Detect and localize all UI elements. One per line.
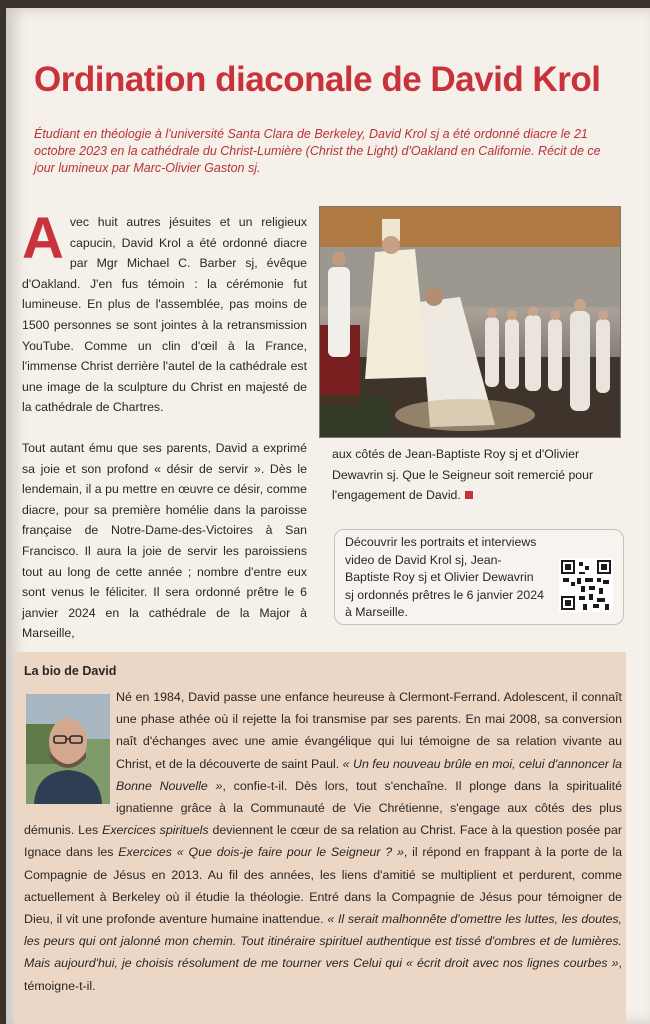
bio-box (14, 652, 626, 1024)
bio-text (24, 686, 622, 997)
bio-segment-7: , il répond en frappant à la porte de la Compagnie de Jésus en 2013. Au fil des années, les liens d'amitié se multiplient et perdurent, comme actuellement à Berkeley où il étudie la théologie. Entré dans la Compagnie de Jésus pour témoigner de Dieu, il vit une profonde aventure humaine inattendue. (24, 845, 622, 927)
bio-quote-1: « Un feu nouveau brûle en moi, celui d'annoncer la Bonne Nouvelle » (116, 756, 622, 793)
promo-text: Découvrir les portraits et interviews video de David Krol sj, Jean-Baptiste Roy sj et Olivier Dewavrin sj ordonnés prêtres le 6 janvier 2024 à Marseille. (345, 535, 544, 620)
bio-quote-2: Exercices « Que dois-je faire pour le Seigneur ? » (118, 845, 404, 860)
article-lead: Étudiant en théologie à l'université Santa Clara de Berkeley, David Krol sj a été ordonné diacre le 21 octobre 2023 en la cathédrale du Christ-Lumière (Christ the Light) d'Oakland en Californie. Récit de ce jour lumineux par Marc-Olivier Gaston sj. (34, 127, 601, 175)
bio-segment-3: , confie-t-il. Dès lors, tout s'enchaîne. Il plonge dans la spiritualité ignatienne grâce à la Communauté de Vie Chrétienne, s'engage aux côtés des plus démunis. Les (24, 778, 622, 838)
bio-quote-3: « Il serait malhonnête d'omettre les luttes, les doutes, les peurs qui ont jalonné mon chemin. Tout itinéraire spirituel authentique est tissé d'ombres et de lumières. Mais aujourd'hui, je choisis résolument de me tourner vers Celui qui « écrit droit avec nos lignes courbes » (24, 912, 622, 971)
paragraph-2: Tout autant ému que ses parents, David a exprimé sa joie et son profond « désir de servir ». Dès le lendemain, il a pu mettre en œuvre ce désir, comme diacre, pour sa première homélie dans la paroisse française de Notre-Dame-des-Victoires à San Francisco. Il aura la joie de servir les paroissiens tout au long de cette année ; nombre d'entre eux sont venus le féliciter. Il sera ordonné prêtre le 6 janvier 2024 en la cathédrale de la Major à Marseille, (22, 440, 307, 641)
bio-exercices: Exercices spirituels (102, 823, 209, 838)
paragraph-1 (22, 206, 307, 418)
paragraph-1-text: vec huit autres jésuites et un religieux capucin, David Krol a été ordonné diacre par Mgr Michael C. Barber sj, évêque d'Oakland. J'en fus témoin : la cérémonie fut lumineuse. En plus de l'assemblée, pas moins de 1500 personnes se sont jointes à la retransmission YouTube. Comme un clin d'œil à la France, l'immense Christ derrière l'autel de la cathédrale est une image de la sculpture du Christ en majesté de la cathédrale de Chartres. (22, 215, 307, 415)
article-column-left (22, 206, 307, 664)
bio-segment-5: deviennent le cœur de sa relation au Christ. Face à la question posée par Ignace dans les (24, 823, 623, 860)
ordination-photo (319, 206, 621, 438)
bio-segment-1: Né en 1984, David passe une enfance heureuse à Clermont-Ferrand. Adolescent, il connaît une phase athée où il rejette la foi transmise par ses parents. En mai 2008, sa conversion naît d'échanges avec une amie évangélique qui lui témoigne de sa relation vivante au Christ, et de la découverte de saint Paul. (116, 690, 622, 771)
article-title: Ordination diaconale de David Krol (34, 60, 601, 99)
end-of-article-mark (465, 491, 473, 499)
drop-cap: A (22, 206, 64, 271)
bio-segment-9: , témoigne-t-il. (24, 956, 622, 993)
video-promo-box (334, 529, 624, 625)
article-column-right (332, 444, 624, 506)
bio-heading: La bio de David (24, 664, 117, 678)
paragraph-2-continued: aux côtés de Jean-Baptiste Roy sj et d'Olivier Dewavrin sj. Que le Seigneur soit remercié pour l'engagement de David. (332, 447, 594, 502)
qr-code[interactable] (559, 558, 613, 612)
magazine-page (6, 8, 650, 1024)
